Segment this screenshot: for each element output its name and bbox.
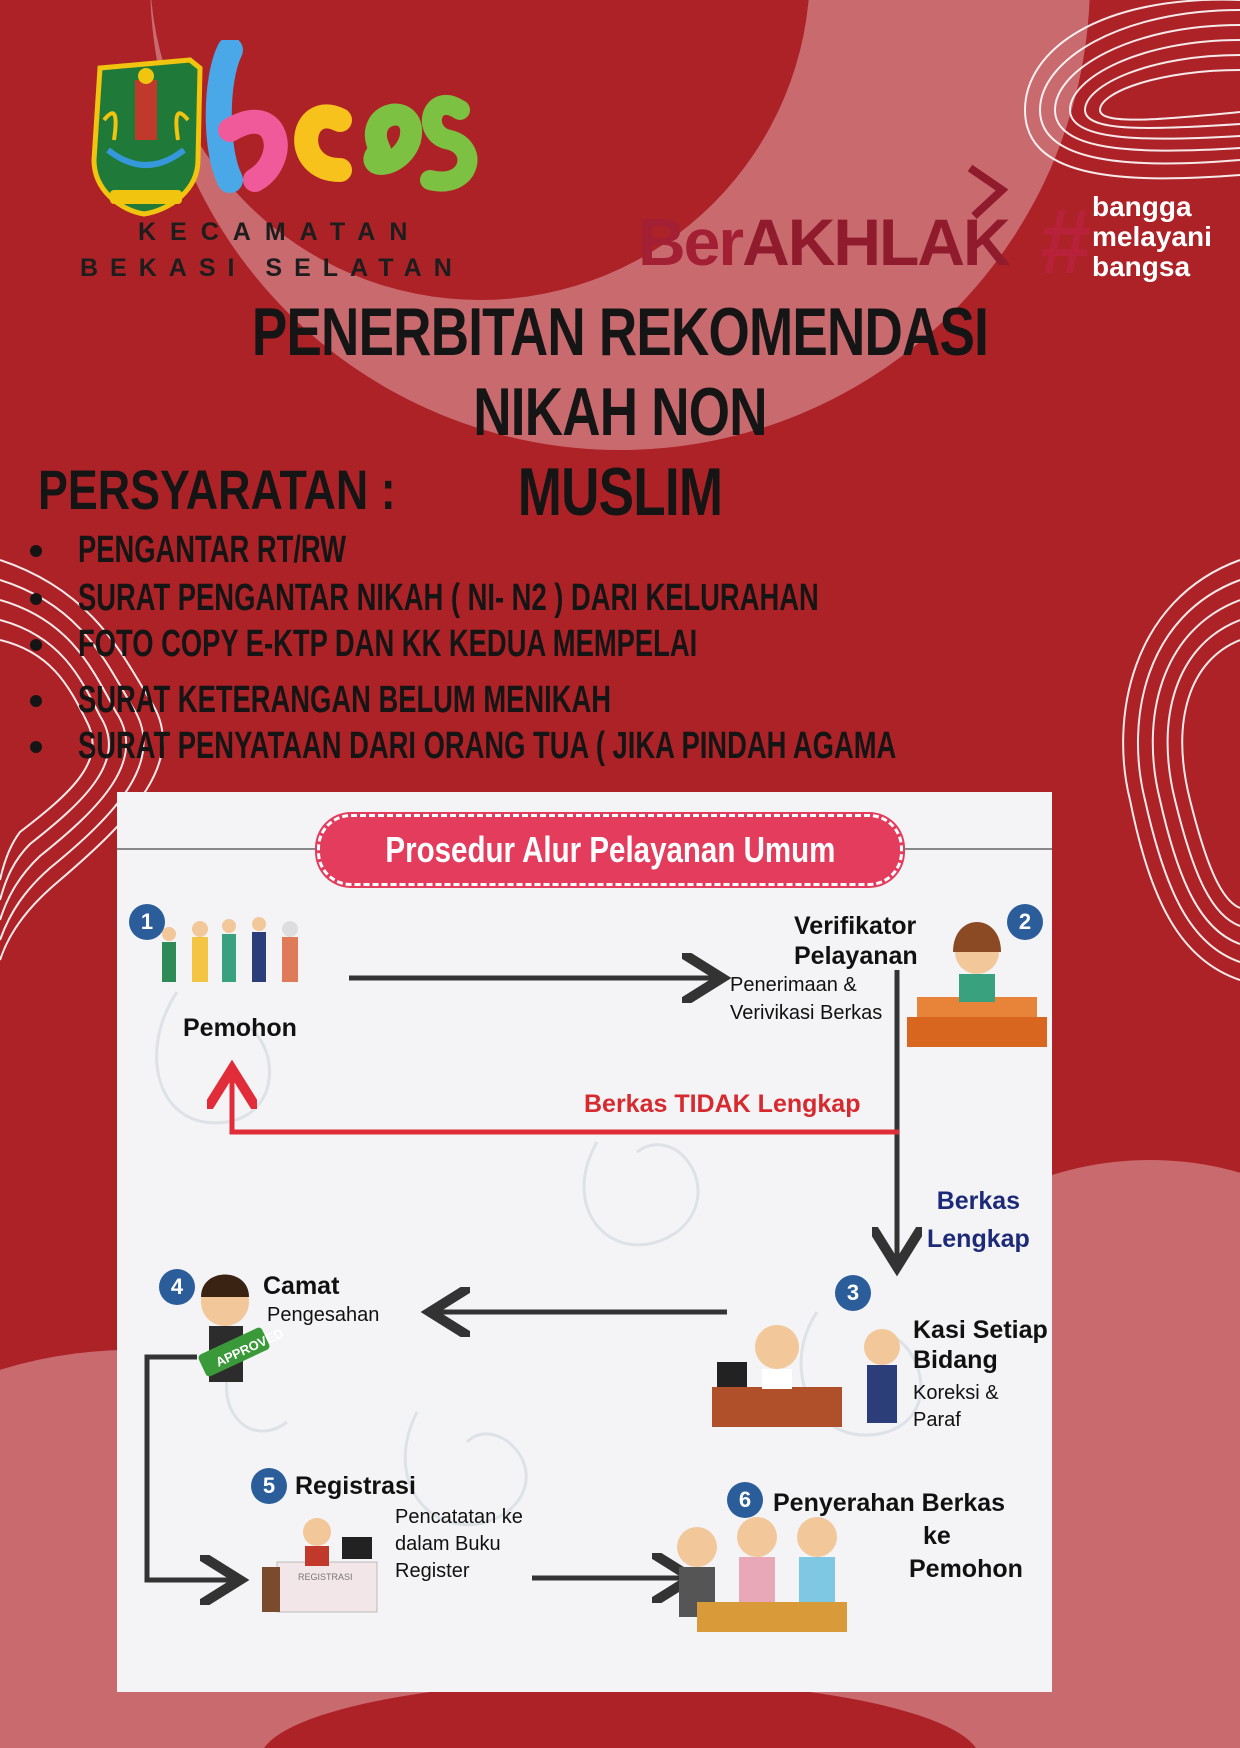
registration-desk-icon — [262, 1518, 377, 1612]
service-flow-diagram — [117, 792, 1052, 1692]
step-3-title-line2: Bidang — [913, 1346, 998, 1374]
title-line-1: PENERBITAN REKOMENDASI NIKAH NON — [251, 294, 989, 450]
bullet-icon — [30, 639, 42, 651]
step-2-desc-line1: Penerimaan & — [730, 974, 857, 996]
step-badge-5: 5 — [251, 1468, 287, 1504]
title-line-2: MUSLIM — [517, 454, 723, 530]
incomplete-files-label: Berkas TIDAK Lengkap — [584, 1090, 861, 1118]
approved-stamp: APPROVED — [213, 1325, 286, 1370]
step-5-desc-line3: Register — [395, 1560, 470, 1582]
hash-symbol: # — [1040, 191, 1092, 293]
bullet-icon — [30, 545, 42, 557]
bullet-icon — [30, 593, 42, 605]
bangsa-word: bangsa — [1092, 251, 1191, 282]
step-2-title-line1: Verifikator — [794, 912, 917, 940]
step-3-desc-line2: Paraf — [913, 1409, 961, 1431]
office-name-line1: KECAMATAN — [138, 218, 422, 246]
step-6-title-line1: Penyerahan Berkas — [773, 1489, 1006, 1517]
step-6-title-line2: ke — [923, 1522, 951, 1550]
complete-files-label: Berkas Lengkap — [927, 1187, 1030, 1253]
registration-desk-label: REGISTRASI — [298, 1572, 353, 1582]
step-badge-6: 6 — [727, 1482, 763, 1518]
step-3-desc-line1: Koreksi & — [913, 1382, 999, 1404]
melayani-word: melayani — [1092, 221, 1212, 252]
bullet-icon — [30, 695, 42, 707]
camat-approved-icon — [197, 1275, 271, 1383]
step-badge-2: 2 — [1007, 904, 1043, 940]
kota-patriot-crest-icon — [80, 40, 480, 220]
step-3-title-line1: Kasi Setiap — [913, 1316, 1048, 1344]
step-badge-1: 1 — [129, 904, 165, 940]
requirements-heading: PERSYARATAN : — [38, 458, 396, 521]
step-4-desc: Pengesahan — [267, 1304, 380, 1326]
step-badge-3: 3 — [835, 1275, 871, 1311]
verifier-desk-icon — [907, 922, 1047, 1047]
list-item: PENGANTAR RT/RW — [30, 528, 450, 572]
step-4-title: Camat — [263, 1272, 340, 1300]
step-5-desc-line2: dalam Buku — [395, 1533, 501, 1555]
officer-desk-icon — [712, 1325, 900, 1427]
office-name-line2: BEKASI SELATAN — [80, 254, 464, 282]
bangga-melayani-bangsa — [1092, 192, 1212, 282]
step-5-desc-line1: Pencatatan ke — [395, 1506, 523, 1528]
step-2-desc-line2: Verivikasi Berkas — [730, 1002, 883, 1024]
step-1-title: Pemohon — [183, 1014, 297, 1042]
step-6-title-line3: Pemohon — [909, 1555, 1023, 1583]
berakhlak-logo — [630, 160, 1212, 293]
list-item: FOTO COPY E-KTP DAN KK KEDUA MEMPELAI — [30, 622, 938, 666]
step-2-title-line2: Pelayanan — [794, 942, 918, 970]
list-item: SURAT PENYATAAN DARI ORANG TUA ( JIKA PINDAH AGAMA — [30, 724, 1215, 768]
berakhlak-akhlak: AKHLAK — [742, 205, 1009, 279]
list-item: SURAT PENGANTAR NIKAH ( NI- N2 ) DARI KELURAHAN — [30, 576, 1107, 620]
berakhlak-ber: Ber — [638, 205, 743, 279]
people-queue-icon — [162, 917, 298, 982]
list-item: SURAT KETERANGAN BELUM MENIKAH — [30, 678, 818, 722]
step-5-title: Registrasi — [295, 1472, 416, 1500]
step-badge-4: 4 — [159, 1269, 195, 1305]
kecamatan-logo — [80, 40, 480, 285]
handover-people-icon — [677, 1517, 847, 1632]
bangga-word: bangga — [1092, 191, 1192, 222]
flow-title: Prosedur Alur Pelayanan Umum — [317, 814, 903, 886]
bullet-icon — [30, 741, 42, 753]
